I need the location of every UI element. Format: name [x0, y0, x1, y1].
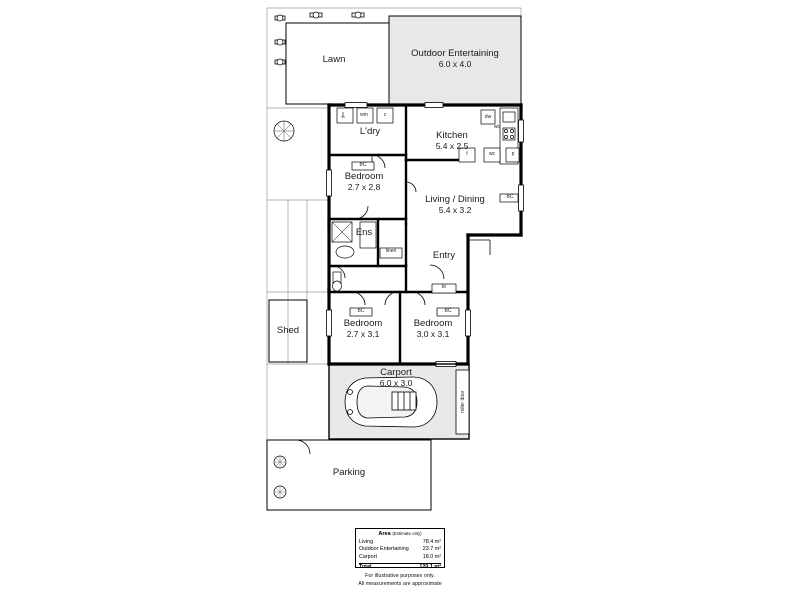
room-name: Lawn: [322, 54, 346, 65]
disclaimer-line-2: All measurements are approximate: [358, 581, 442, 588]
fixture-label-bc-bedroom3: [353, 309, 369, 315]
room-label-living-dining: [412, 195, 498, 215]
fixture-label-laundry-cupboard: [378, 113, 392, 119]
area-row-label: Carport: [359, 554, 377, 561]
fixture-text: wc: [493, 124, 501, 130]
fixture-text: roller door: [460, 390, 467, 414]
fixture-text: c: [383, 112, 387, 118]
room-name: Outdoor Entertaining: [411, 48, 499, 59]
area-summary-box: [355, 528, 445, 571]
fixture-text: BC: [357, 308, 365, 314]
fixture-label-bc-living: [502, 195, 518, 201]
laundry-trough: [337, 108, 353, 123]
room-dimension: 3.0 x 3.1: [416, 328, 450, 339]
area-row: [359, 539, 441, 547]
fixture-text: wc: [488, 151, 496, 157]
fixture-text: BC: [444, 308, 452, 314]
room-dimension: 6.0 x 4.0: [438, 58, 472, 69]
room-label-outdoor-entertaining: [395, 49, 515, 69]
area-row: [359, 554, 441, 562]
fixture-label-wc: [485, 152, 499, 158]
disclaimer-line-1: For illustrative purposes only.: [365, 573, 435, 579]
area-row-value: 23.7 m²: [422, 546, 441, 553]
room-label-entry: [419, 251, 469, 262]
room-name: L'dry: [359, 126, 381, 137]
room-name: Kitchen: [436, 130, 468, 141]
area-total-value: 120.1 m²: [419, 564, 441, 571]
fixture-text: wm: [360, 112, 368, 118]
area-row-value: 18.0 m²: [422, 554, 441, 561]
room-dimension: 6.0 x 3.0: [379, 377, 413, 388]
area-row-value: 78.4 m²: [422, 538, 441, 545]
fixture-label-linen: [381, 249, 401, 255]
area-total-row: [359, 563, 441, 572]
fixture-label-wc-kitchen: [490, 125, 504, 131]
kitchen-sink: [503, 112, 515, 122]
room-name: Ens: [355, 227, 373, 238]
room-label-shed: [263, 326, 313, 337]
area-title-note: (Estimate only): [392, 531, 422, 536]
fixture-text: BC: [359, 162, 367, 168]
room-dimension: 2.7 x 2.8: [347, 181, 381, 192]
area-row: [359, 546, 441, 554]
room-label-bedroom-1: [400, 319, 466, 339]
room-label-ensuite: [344, 228, 384, 239]
room-name: Bedroom: [343, 318, 383, 329]
area-total-label: Total: [359, 564, 372, 571]
room-dimension: 5.4 x 3.2: [438, 204, 472, 215]
room-name: Living / Dining: [425, 194, 485, 205]
room-name: Bedroom: [413, 318, 453, 329]
room-label-kitchen: [417, 131, 487, 151]
room-name: Shed: [276, 325, 300, 336]
area-title-text: Area: [378, 531, 391, 537]
fixture-label-bc-bedroom1: [440, 309, 456, 315]
fixture-text: linen: [385, 248, 397, 254]
room-label-laundry: [345, 127, 395, 138]
room-name: Parking: [332, 467, 366, 478]
room-dimension: 5.4 x 2.5: [435, 140, 469, 151]
room-name: Carport: [380, 367, 412, 378]
room-dimension: 2.7 x 3.1: [346, 328, 380, 339]
room-name: Entry: [432, 250, 456, 261]
disclaimer: [355, 572, 445, 588]
room-label-bedroom-3: [328, 319, 398, 339]
fixture-text: p: [511, 151, 515, 157]
fixture-label-br: [436, 285, 452, 291]
fixture-label-pantry: [507, 152, 519, 158]
room-name: Bedroom: [344, 171, 384, 182]
room-label-bedroom-2: [329, 172, 399, 192]
fixture-label-wm: [357, 113, 371, 119]
fixture-text: dw: [484, 114, 492, 120]
room-label-carport: [356, 368, 436, 388]
area-title: [359, 531, 441, 537]
basin: [336, 246, 354, 258]
area-row-label: Outdoor Entertaining: [359, 546, 409, 553]
fixture-text: BC: [506, 194, 514, 200]
fixture-label-roller-door: [461, 382, 467, 422]
room-label-parking: [319, 468, 379, 479]
fixture-text: br: [441, 284, 447, 290]
fixture-label-fridge: [460, 152, 474, 158]
area-row-label: Living: [359, 538, 374, 545]
fixture-label-dishwasher: [481, 115, 495, 121]
room-label-lawn: [304, 55, 364, 66]
fixture-text: f: [466, 151, 468, 157]
fixture-label-bc-bedroom2: [355, 163, 371, 169]
